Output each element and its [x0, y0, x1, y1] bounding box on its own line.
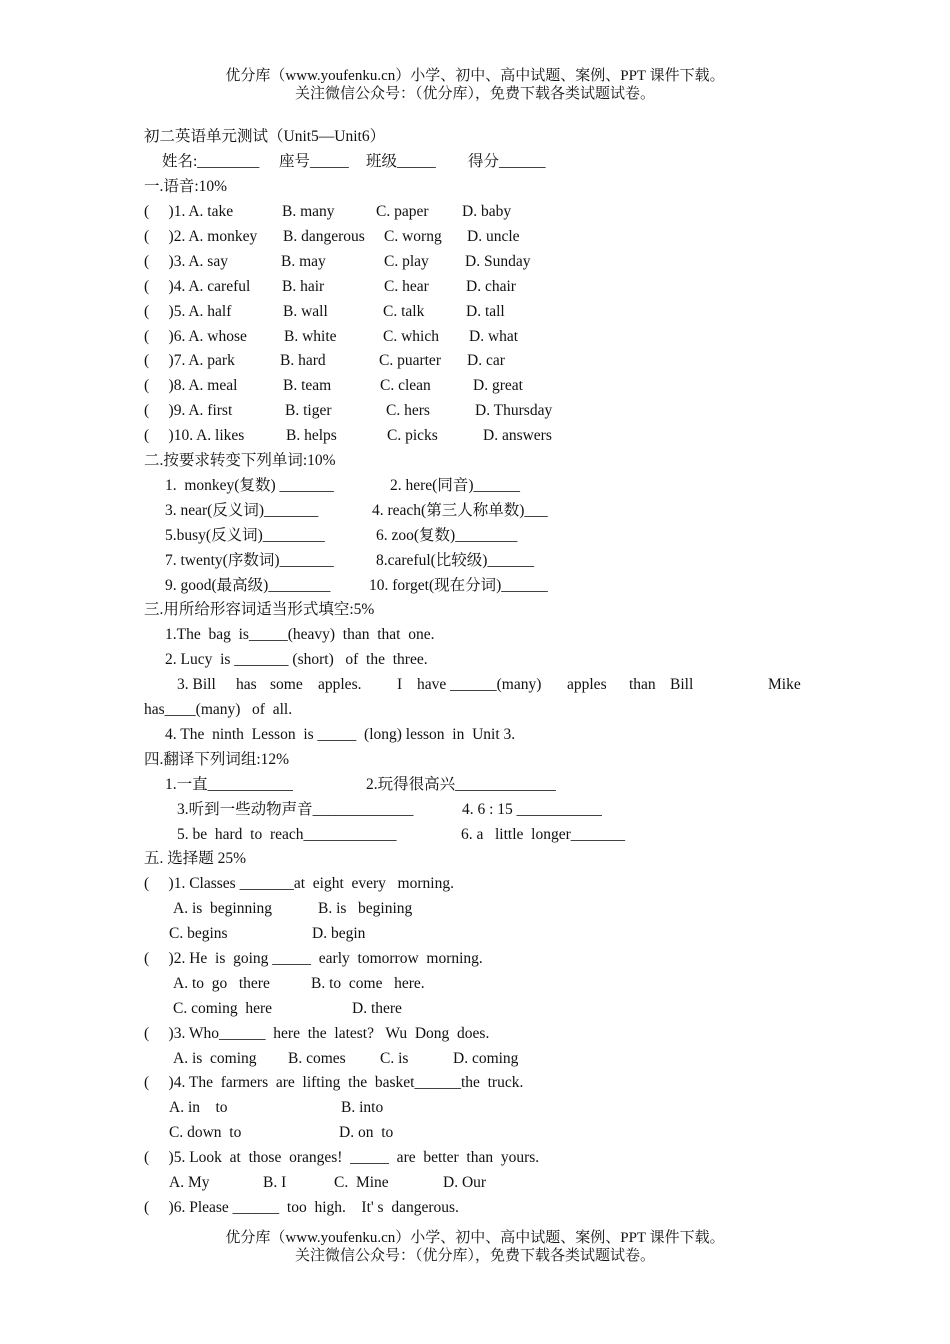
section-5-heading: 五. 选择题 25%: [144, 850, 247, 867]
s5-q5-option-a: A. My: [169, 1174, 210, 1191]
s1-item-4-option-c: C. hear: [384, 278, 429, 295]
s1-item-7-option-a: ( )7. A. park: [144, 352, 235, 369]
name-field: 姓名:________: [162, 153, 260, 170]
s4-item-3: 3.听到一些动物声音_____________: [177, 801, 414, 818]
s2-item-7: 7. twenty(序数词)_______: [165, 552, 334, 569]
s5-q3-option-b: B. comes: [288, 1050, 346, 1067]
s1-item-2-option-d: D. uncle: [467, 228, 520, 245]
s1-item-9-option-c: C. hers: [386, 402, 430, 419]
site-footer: [0, 1229, 950, 1265]
s1-item-5-option-a: ( )5. A. half: [144, 303, 232, 320]
s2-item-1: 1. monkey(复数) _______: [165, 477, 334, 494]
s1-item-9-option-d: D. Thursday: [475, 402, 553, 419]
s4-item-5: 5. be hard to reach____________: [177, 826, 397, 843]
s3-q3-word-3: some: [270, 676, 303, 693]
s1-item-8-option-c: C. clean: [380, 377, 431, 394]
s4-item-1: 1.一直___________: [165, 776, 293, 793]
s4-item-2: 2.玩得很高兴_____________: [366, 776, 556, 793]
s5-q4-option-a: A. in to: [169, 1099, 228, 1116]
s3-q3-word-8: than: [629, 676, 656, 693]
s2-item-8: 8.careful(比较级)______: [376, 552, 534, 569]
s5-q5-option-b: B. I: [263, 1174, 287, 1191]
s5-q4-option-b: B. into: [341, 1099, 384, 1116]
s4-item-4: 4. 6 : 15 ___________: [462, 801, 602, 818]
section-2-heading: 二.按要求转变下列单词:10%: [144, 452, 336, 469]
s1-item-3-option-b: B. may: [281, 253, 326, 270]
s3-question-2: 2. Lucy is _______ (short) of the three.: [165, 651, 428, 668]
header-line-2: 关注微信公众号：（优分库），免费下载各类试题试卷。: [294, 86, 655, 102]
s1-item-5-option-c: C. talk: [383, 303, 425, 320]
s1-item-1-option-a: ( )1. A. take: [144, 203, 234, 220]
s1-item-5-option-b: B. wall: [283, 303, 328, 320]
s3-question-3-cont: has____(many) of all.: [144, 701, 293, 718]
s1-item-3-option-a: ( )3. A. say: [144, 253, 228, 270]
s5-q5-option-c: C. Mine: [334, 1174, 389, 1191]
s5-question-6: ( )6. Please ______ too high. It' s dangerous.: [144, 1199, 459, 1216]
s1-item-6-option-a: ( )6. A. whose: [144, 328, 247, 345]
s1-item-4-option-d: D. chair: [466, 278, 516, 295]
s3-q3-word-6: have ______(many): [417, 676, 542, 693]
s3-q3-word-1: 3. Bill: [177, 676, 216, 693]
s1-item-7-option-c: C. puarter: [379, 352, 441, 369]
s1-item-2-option-c: C. worng: [384, 228, 442, 245]
s2-item-10: 10. forget(现在分词)______: [369, 577, 548, 594]
s5-question-5: ( )5. Look at those oranges! _____ are better than yours.: [144, 1149, 540, 1166]
s3-q3-word-9: Bill: [670, 676, 694, 693]
s5-q1-option-b: B. is begining: [318, 900, 413, 917]
s3-q3-word-4: apples.: [318, 676, 362, 693]
section-3-heading: 三.用所给形容词适当形式填空:5%: [144, 601, 375, 618]
s5-q3-option-c: C. is: [380, 1050, 409, 1067]
class-field: 班级_____: [366, 153, 436, 170]
s3-q3-word-5: I: [397, 676, 403, 693]
s5-q2-option-c: C. coming here: [173, 1000, 273, 1017]
s2-item-4: 4. reach(第三人称单数)___: [372, 502, 548, 519]
s2-item-9: 9. good(最高级)________: [165, 577, 331, 594]
s3-question-1: 1.The bag is_____(heavy) than that one.: [165, 626, 435, 643]
s2-item-3: 3. near(反义词)_______: [165, 502, 319, 519]
s5-q5-option-d: D. Our: [443, 1174, 487, 1191]
section-1-heading: 一.语音:10%: [144, 178, 228, 195]
s5-question-1: ( )1. Classes _______at eight every morning.: [144, 875, 454, 892]
s4-item-6: 6. a little longer_______: [461, 826, 626, 843]
s5-question-2: ( )2. He is going _____ early tomorrow morning.: [144, 950, 483, 967]
s5-q4-option-d: D. on to: [339, 1124, 394, 1141]
s5-q1-option-a: A. is beginning: [173, 900, 273, 917]
s1-item-1-option-b: B. many: [282, 203, 335, 220]
s1-item-7-option-d: D. car: [467, 352, 505, 369]
s1-item-1-option-d: D. baby: [462, 203, 512, 220]
s1-item-7-option-b: B. hard: [280, 352, 326, 369]
s1-item-2-option-a: ( )2. A. monkey: [144, 228, 258, 245]
footer-line-2: 关注微信公众号：（优分库），免费下载各类试题试卷。: [294, 1248, 655, 1264]
s1-item-10-option-d: D. answers: [483, 427, 552, 444]
s1-item-5-option-d: D. tall: [466, 303, 505, 320]
s3-q3-word-10: Mike: [768, 676, 801, 693]
s5-q3-option-a: A. is coming: [173, 1050, 257, 1067]
s1-item-6-option-d: D. what: [469, 328, 519, 345]
s1-item-6-option-c: C. which: [383, 328, 439, 345]
s2-item-6: 6. zoo(复数)________: [376, 527, 518, 544]
s2-item-5: 5.busy(反义词)________: [165, 527, 325, 544]
s3-question-4: 4. The ninth Lesson is _____ (long) lesson in Unit 3.: [165, 726, 516, 743]
section-4-heading: 四.翻译下列词组:12%: [144, 751, 290, 768]
footer-line-1: 优分库（www.youfenku.cn）小学、初中、高中试题、案例、PPT 课件下载。: [225, 1230, 725, 1246]
header-line-1: 优分库（www.youfenku.cn）小学、初中、高中试题、案例、PPT 课件下载。: [225, 68, 725, 84]
s5-q2-option-b: B. to come here.: [311, 975, 425, 992]
s1-item-6-option-b: B. white: [284, 328, 337, 345]
s1-item-3-option-c: C. play: [384, 253, 429, 270]
s5-q1-option-d: D. begin: [312, 925, 366, 942]
s1-item-2-option-b: B. dangerous: [283, 228, 365, 245]
score-field: 得分______: [468, 153, 546, 170]
s1-item-4-option-a: ( )4. A. careful: [144, 278, 251, 295]
s5-q1-option-c: C. begins: [169, 925, 228, 942]
s2-item-2: 2. here(同音)______: [390, 477, 520, 494]
seat-field: 座号_____: [279, 153, 349, 170]
s1-item-1-option-c: C. paper: [376, 203, 429, 220]
s5-q3-option-d: D. coming: [453, 1050, 519, 1067]
s1-item-8-option-a: ( )8. A. meal: [144, 377, 238, 394]
s5-question-3: ( )3. Who______ here the latest? Wu Dong does.: [144, 1025, 490, 1042]
s1-item-10-option-c: C. picks: [387, 427, 438, 444]
s3-q3-word-2: has: [236, 676, 257, 693]
page-title: 初二英语单元测试（Unit5—Unit6）: [144, 128, 386, 145]
s3-q3-word-7: apples: [567, 676, 607, 693]
s5-q2-option-d: D. there: [352, 1000, 402, 1017]
site-header: [0, 67, 950, 103]
s1-item-10-option-b: B. helps: [286, 427, 337, 444]
s1-item-10-option-a: ( )10. A. likes: [144, 427, 245, 444]
s5-question-4: ( )4. The farmers are lifting the basket______the truck.: [144, 1074, 524, 1091]
s5-q4-option-c: C. down to: [169, 1124, 242, 1141]
s1-item-8-option-b: B. team: [283, 377, 332, 394]
s1-item-9-option-b: B. tiger: [285, 402, 332, 419]
s5-q2-option-a: A. to go there: [173, 975, 270, 992]
s1-item-8-option-d: D. great: [473, 377, 523, 394]
s1-item-3-option-d: D. Sunday: [465, 253, 531, 270]
s1-item-4-option-b: B. hair: [282, 278, 325, 295]
s1-item-9-option-a: ( )9. A. first: [144, 402, 233, 419]
